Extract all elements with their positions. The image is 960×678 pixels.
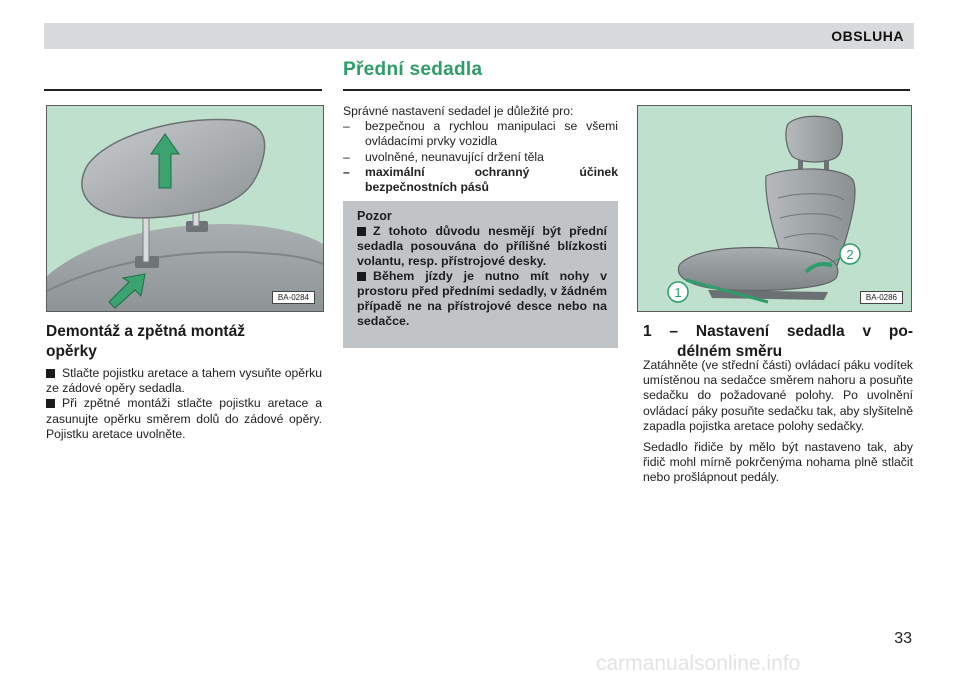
section-label: OBSLUHA: [831, 28, 904, 44]
right-paragraph-1: Zatáhněte (ve střední části) ovládací páku vodítek umístěnou na sedačce směrem nahoru a posuňte sedačku do požadované polohy. Po uvolnění ovládací páky posuňte sedačku tak, aby slyšitelně zapadla pojistka aretace polohy sedačky.: [643, 358, 913, 433]
left-body: [46, 366, 322, 448]
right-body: [643, 358, 913, 492]
watermark: carmanualsonline.info: [596, 652, 801, 675]
warning-text-1: Z tohoto důvodu nesmějí být přední sedadla posouvána do přílišné blízkosti volantu, resp. přístrojové desky.: [357, 224, 607, 268]
callout-1: 1: [674, 285, 682, 300]
seat-adjustment-importance-list: [343, 104, 618, 195]
header-bar: [44, 23, 914, 49]
figure-code: BA-0286: [860, 291, 903, 304]
page-number: 33: [894, 630, 912, 647]
list-item: – uvolněné, neunavující držení těla: [343, 149, 544, 164]
figure-code: BA-0284: [272, 291, 315, 304]
title-rule-left: [44, 89, 322, 91]
headrest-drawing: [47, 106, 323, 311]
callout-2: 2: [846, 247, 854, 262]
seat-drawing: [638, 106, 911, 311]
list-item: – bezpečnou a rychlou manipulaci se všemi ovládacími prvky vozidla: [343, 119, 618, 149]
bullet-icon: [46, 369, 55, 378]
warning-text: [357, 224, 607, 329]
right-heading: [643, 322, 913, 362]
warning-text-2: Během jízdy je nutno mít nohy v prostoru před předními sedadly, v žádném případě ne na přístrojové desce nebo na sedačce.: [357, 269, 607, 328]
list-intro: Správné nastavení sedadel je důležité pro:: [343, 104, 574, 118]
bullet-icon: [46, 399, 55, 408]
left-paragraph-2: Při zpětné montáži stlačte pojistku aretace a zasunujte opěrku směrem dolů do zádové opěry. Pojistku aretace uvolněte.: [46, 396, 322, 441]
left-paragraph-1: Stlačte pojistku aretace a tahem vysuňte opěrku ze zádové opěry sedadla.: [46, 366, 322, 396]
warning-title: Pozor: [357, 209, 392, 223]
right-heading-line1: 1 – Nastavení sedadla v po-: [643, 323, 913, 340]
left-heading-line1: Demontáž a zpětná montáž: [46, 323, 245, 340]
warning-box: [343, 201, 618, 348]
right-paragraph-2: Sedadlo řidiče by mělo být nastaveno tak, aby řidič mohl mírně pokrčenýma nohama plně stlačit nebo prošlápnout pedály.: [643, 440, 913, 485]
headrest-illustration: [46, 105, 324, 312]
bullet-icon: [357, 227, 366, 236]
page-title: Přední sedadla: [343, 59, 483, 80]
left-heading: [46, 322, 326, 362]
seat-illustration: [637, 105, 912, 312]
left-heading-line2: opěrky: [46, 343, 97, 360]
bullet-icon: [357, 272, 366, 281]
title-rule-right: [343, 89, 910, 91]
right-heading-line2: délném směru: [677, 343, 783, 360]
list-item: – maximální ochranný účinek bezpečnostních pásů: [343, 164, 618, 195]
